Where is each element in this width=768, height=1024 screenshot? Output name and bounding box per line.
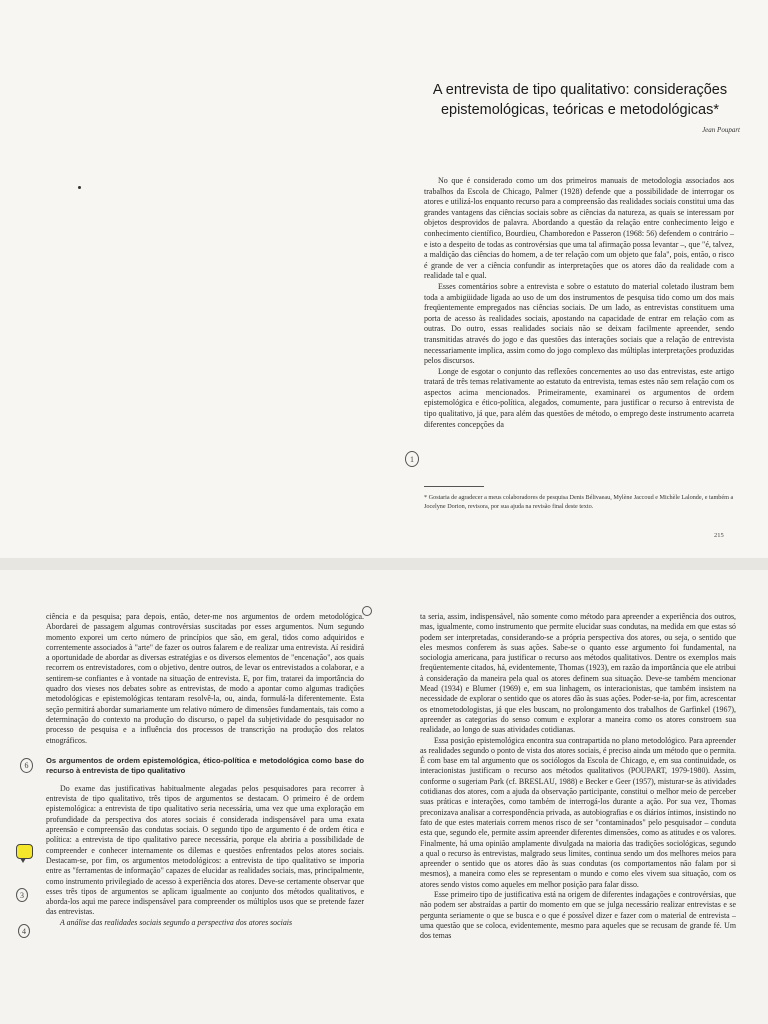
article-title xyxy=(410,80,750,120)
margin-annotation-mark-6: 6 xyxy=(20,758,33,773)
bottom-right-column xyxy=(420,612,736,942)
paragraph-epistemological: Essa posição epistemológica encontra sua contrapartida no plano metodológico. Para apreender as realidades segundo o ponto de vista dos atores sociais, é preciso ainda um método que o permita. É com base em tal argumento que os sociólogos da Escola de Chicago, e, em sua continuidade, os interacionistas justificam o recurso aos métodos qualitativos (POUPART, 1979-1980). Assim, conforme o sugeriam Park (cf. BRESLAU, 1988) e Becker e Geer (1957), misturar-se às atividades cotidianas dos atores, com a ajuda da observação participante, constitui o melhor meio de perceber suas práticas e interações, como também de interrogá-los durante a ação. Por sua vez, Thomas preconizava analisar a correspondência privada, as autobiografias e os diários íntimos, insistindo no fato de que estes materiais correm menos risco de ser "contaminados" pelo pesquisador – conduta esta que, segundo ele, permite assim apreender diferentes dimensões, como as atitudes e os valores. Finalmente, há uma opinião amplamente divulgada na maioria das tradições sociológicas, segundo a qual o recurso às entrevistas, malgrado seus limites, continua sendo um dos melhores meios para apreender o sentido que os atores dão às suas condutas (os comportamentos não falam por si mesmos), a maneira como eles se representam o mundo e como eles vivem sua situação, com os atores sendo vistos como aqueles em melhor posição para falar disso. xyxy=(420,735,736,889)
paragraph-continued-right: ta seria, assim, indispensável, não somente como método para apreender a experiência dos outros, mas, igualmente, como instrumento que permite elucidar suas condutas, na medida em que estas só podem ser interpretadas, considerando-se a própria perspectiva dos atores, ou seja, o sentido que eles mesmos conferem às suas ações. Sabe-se o quanto esse argumento foi fundamental, na sociologia americana, para justificar o recurso aos métodos qualitativos. Dentre os exemplos mais freqüentemente citados, há, evidentemente, Thomas (1923), em razão da importância que ele atribui à consideração da maneira pela qual os atores definem sua situação. Deve-se também mencionar Mead (1934) e Blumer (1969) e, em sua linhagem, os interacionistas, que também insistem na necessidade de explorar o sentido que os atores dão às suas ações. Poder-se-ia, por fim, acrescentar os etnometodologistas, já que eles buscam, no prolongamento dos trabalhos de Garfinkel (1967), apreender as categorias do senso comum e explorar a maneira como os atores constroem sua realidade, ao longo de suas atividades cotidianas. xyxy=(420,612,736,735)
paragraph-1: No que é considerado como um dos primeiros manuais de metodologia associados aos trabalhos da Escola de Chicago, Palmer (1928) defende que a possibilidade de interrogar os atores e utilizá-los enquanto recurso para a compreensão das realidades sociais constitui uma das grandes vantagens das ciências sociais sobre as ciências da natureza, as quais se interessam por objetos desprovidos de palavra. Abordando a questão da relação entre conhecimento leigo e conhecimento científico, Bourdieu, Chamboredon e Passeron (1968: 56) defendem o contrário – e isto a despeito de todas as controvérsias que uma tal afirmação possa levantar –, que "é, talvez, a maldição das ciências do homem, a de ter relação com um objeto que fala", pois, então, o risco é grande de ver a ciência confundir as interpretações que os atores dão da realidade com a realidade tal e qual. xyxy=(424,176,734,281)
article-title-line2: epistemológicas, teóricas e metodológicas* xyxy=(440,102,720,118)
footnote: * Gostaria de agradecer a meus colaboradores de pesquisa Denis Bélivaeau, Mylène Jaccoud e Michèle Lalonde, e também a Jocelyne Dorion, revisora, por sua ajuda na revisão final deste texto. xyxy=(424,494,734,510)
bottom-left-column xyxy=(46,612,364,928)
paragraph-arguments: Do exame das justificativas habitualmente alegadas pelos pesquisadores para recorrer à entrevista de tipo qualitativo, três tipos de argumentos se destacam. O primeiro é de ordem epistemológica: a entrevista de tipo qualitativo seria necessária, uma vez que uma exploração em profundidade da perspectiva dos atores sociais é considerada indispensável para uma exata apreensão e compreensão das condutas sociais. O segundo tipo de argumento é de ordem ética e política: a entrevista de tipo qualitativo parece necessária, porque ela abriria a possibilidade de compreender e conhecer internamente os dilemas e questões enfrentados pelos atores sociais. Destacam-se, por fim, os argumentos metodológicos: a entrevista de tipo qualitativo se imporia entre as "ferramentas de informação" capazes de elucidar as realidades sociais, mas, principalmente, como instrumento privilegiado de acesso à experiência dos atores. Deve-se certamente observar que esses três tipos de argumentos se aplicam igualmente ao conjunto dos métodos qualitativos, e aborda-los aqui me parece indispensável para compreender os múltiplos usos que se pretende fazer das entrevistas. xyxy=(46,783,364,917)
article-title-line1: A entrevista de tipo qualitativo: considerações xyxy=(432,82,728,98)
paragraph-justification: Esse primeiro tipo de justificativa está na origem de diferentes indagações e controvérsias, que não podem ser abstraídas a partir do momento em que se julga necessário realizar entrevistas e se pergunta seriamente o que se busca e o que é possível dizer e fazer com o material de entrevista – uma questão que se coloca, evidentemente, mesmo para aqueles que se recusam de grande fé. Um dos temas xyxy=(420,890,736,941)
section-heading: Os argumentos de ordem epistemológica, ético-política e metodológica como base do recurso à entrevista de tipo qualitativo xyxy=(46,755,364,775)
scan-speck xyxy=(78,186,81,189)
margin-annotation-mark-3: 3 xyxy=(16,888,28,902)
margin-annotation-mark: 1 xyxy=(405,451,419,467)
margin-circle-mark xyxy=(362,606,372,616)
author-name: Jean Poupart xyxy=(702,126,740,134)
comment-note-icon[interactable] xyxy=(16,844,33,859)
page-number: 215 xyxy=(714,532,724,539)
bottom-page xyxy=(0,570,768,1024)
margin-annotation-mark-4: 4 xyxy=(18,924,30,938)
top-page-body xyxy=(424,176,734,430)
subsection-heading: A análise das realidades sociais segundo a perspectiva dos atores sociais xyxy=(60,917,293,927)
paragraph-2: Esses comentários sobre a entrevista e sobre o estatuto do material coletado ilustram bem toda a ambigüidade ligada ao uso de um dos instrumentos de pesquisa tido como um dos mais freqüentemente empregados nas ciências sociais. De um lado, as entrevistas constituem uma porta de acesso às realidades sociais, apostando na capacidade de entrar em relação com as outras. Do outro, essas realidades sociais não se deixam facilmente apreender, sendo transmitidas através do jogo e das questões das interações sociais que a relação de entrevista necessariamente implica, assim como do jogo complexo das múltiplas interpretações produzidas pelos discursos. xyxy=(424,281,734,366)
paragraph-continued: ciência e da pesquisa; para depois, então, deter-me nos argumentos de ordem metodológica. Abordarei de passagem algumas controvérsias suscitadas por esses argumentos. Num segundo momento exporei um certo número de princípios que são, em geral, tidos como adquiridos e correntemente associados à "arte" de fazer os outros falarem e de realizar uma entrevista. Aí residirá a oportunidade de abordar as diversas estratégias e os diversos elementos de "encenação", aos quais recorrem os entrevistadores, com o objetivo, dentre outros, de levar os entrevistados a colaborar, e a sentirem-se confiantes e à vontade na situação de entrevista. E, por fim, tratarei da importância do quadro dos vieses nos debates sobre as entrevistas, de modo a apontar como algumas tradições metodológicas e epistemológicas tentaram resolvê-la, ou, ainda, formulá-la diferentemente. Esta seção permitirá abordar sumariamente um relativo número de dimensões fundamentais, tais como a determinação do contexto na produção do discurso, o papel da subjetividade do pesquisador no processo de pesquisa e a influência dos processos de transcrição na produção dos relatos etnográficos. xyxy=(46,612,364,745)
footnote-rule xyxy=(424,486,484,487)
page-gutter xyxy=(0,558,768,570)
paragraph-3: Longe de esgotar o conjunto das reflexões concernentes ao uso das entrevistas, este artigo tratará de três temas relativamente ao estatuto da entrevista, temas estes não sem relação com os aspectos acima mencionados. Primeiramente, examinarei os argumentos de ordem epistemológica e ético-política, alegados, comumente, para justificar o recurso à entrevista de tipo qualitativo, já que, para além das questões de método, o emprego deste instrumento acarreta diferentes concepções da xyxy=(424,366,734,429)
